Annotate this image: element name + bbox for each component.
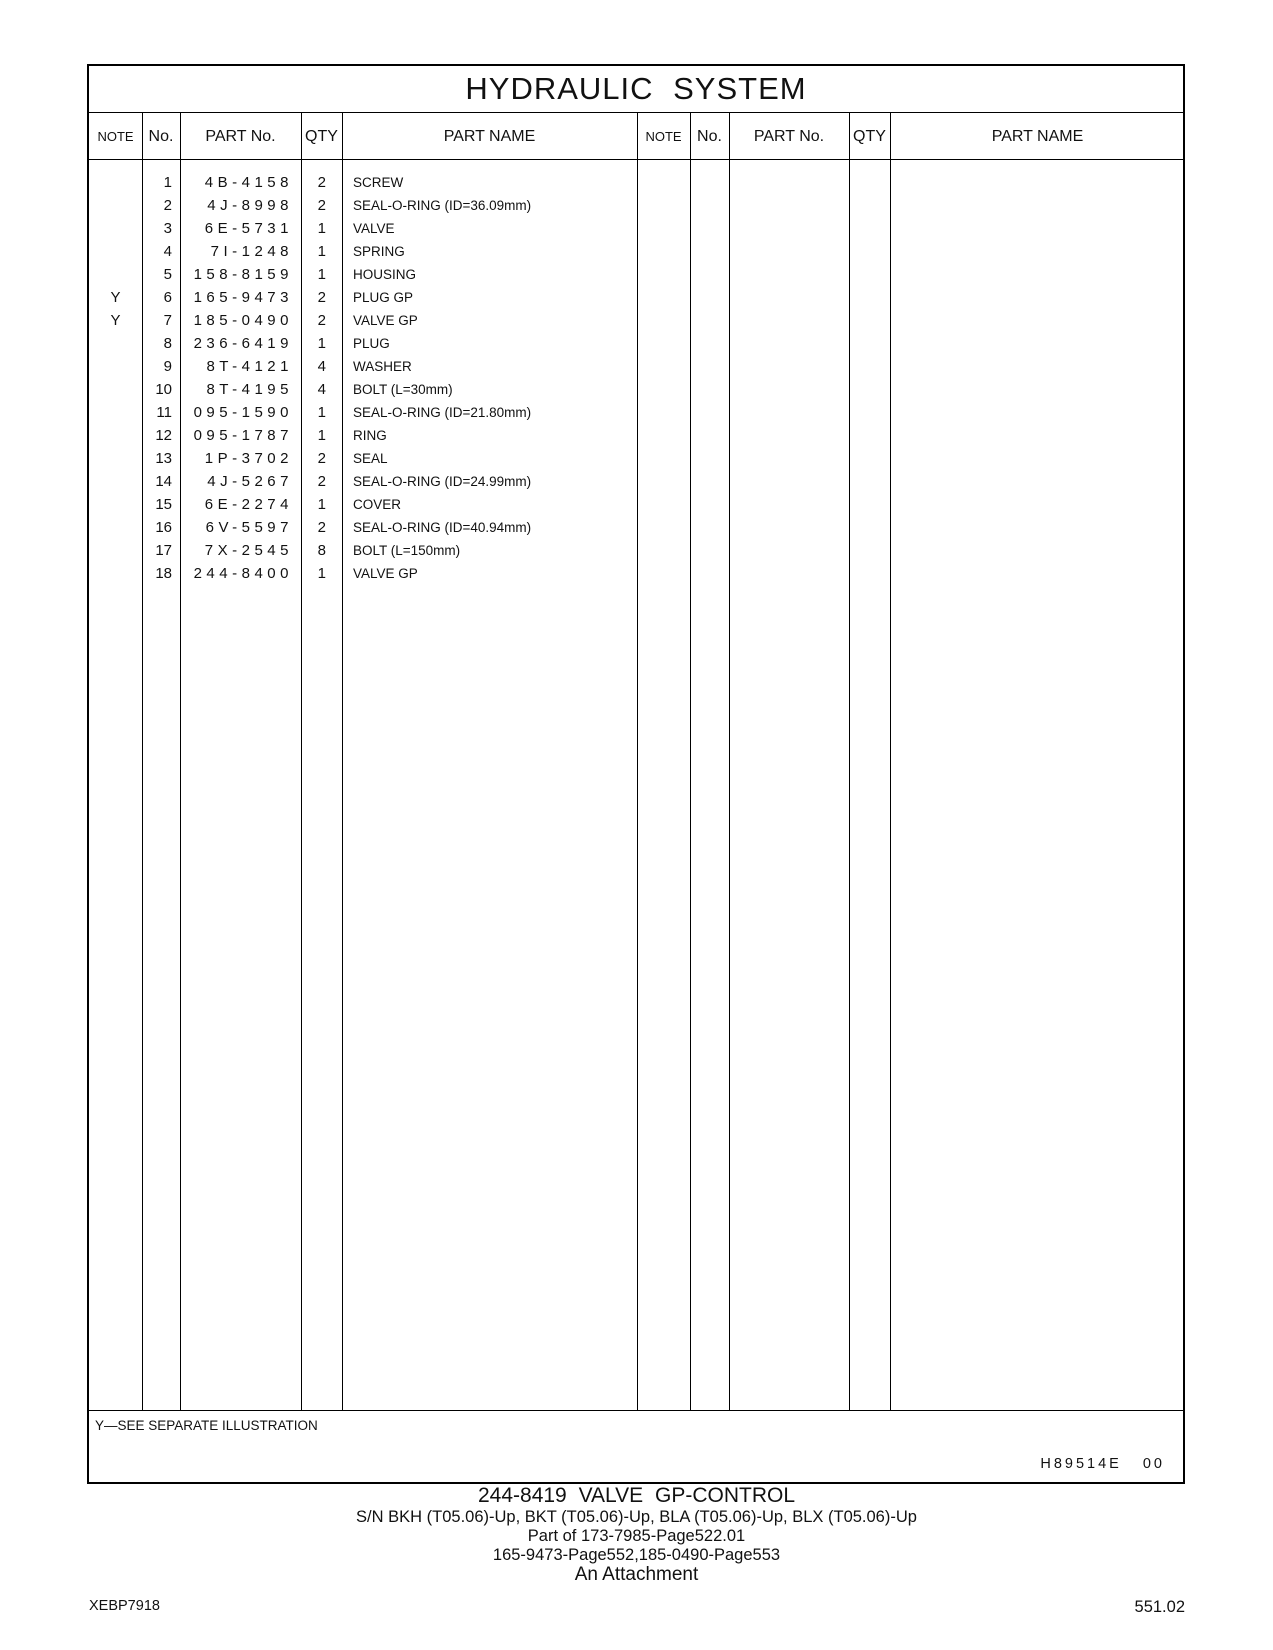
serial-range: S/N BKH (T05.06)-Up, BKT (T05.06)-Up, BLA (T05.06)-Up, BLX (T05.06)-Up <box>356 1508 917 1526</box>
part-number: 095-1787 <box>193 427 293 444</box>
item-number: 5 <box>163 266 172 283</box>
part-number: 158-8159 <box>193 266 293 283</box>
column-rule <box>690 113 691 1411</box>
item-number: 13 <box>155 450 172 467</box>
part-name: SEAL <box>353 451 388 466</box>
table-bottom-divider <box>89 1410 1183 1411</box>
quantity: 1 <box>317 243 326 260</box>
table-row <box>89 424 639 447</box>
part-name: SEAL-O-RING (ID=40.94mm) <box>353 520 532 535</box>
item-number: 12 <box>155 427 172 444</box>
table-row <box>89 263 639 286</box>
part-name: COVER <box>353 497 402 512</box>
part-number: 6V-5597 <box>205 519 293 536</box>
part-name: PLUG <box>353 336 390 351</box>
part-name: RING <box>353 428 387 443</box>
table-row <box>89 539 639 562</box>
table-row <box>89 470 639 493</box>
header-part-no: PART No. <box>205 128 276 145</box>
table-row <box>89 401 639 424</box>
part-number: 4J-8998 <box>207 197 293 214</box>
part-name: VALVE GP <box>353 566 418 581</box>
part-number: 185-0490 <box>193 312 293 329</box>
part-number: 236-6419 <box>193 335 293 352</box>
quantity: 1 <box>317 404 326 421</box>
part-number: 7X-2545 <box>204 542 293 559</box>
quantity: 2 <box>317 197 326 214</box>
table-row <box>89 332 639 355</box>
quantity: 4 <box>317 358 326 375</box>
item-number: 17 <box>155 542 172 559</box>
part-number: 7I-1248 <box>210 243 293 260</box>
quantity: 2 <box>317 289 326 306</box>
quantity: 1 <box>317 220 326 237</box>
part-name: WASHER <box>353 359 412 374</box>
note-cell: Y <box>110 312 121 329</box>
attachment-label: An Attachment <box>574 1564 699 1585</box>
quantity: 4 <box>317 381 326 398</box>
item-number: 11 <box>156 404 172 421</box>
part-name: SCREW <box>353 175 404 190</box>
part-number: 4J-5267 <box>207 473 293 490</box>
part-name: PLUG GP <box>353 290 414 305</box>
header-no: No. <box>148 128 174 145</box>
quantity: 2 <box>317 519 326 536</box>
part-name: VALVE <box>353 221 395 236</box>
quantity: 1 <box>317 266 326 283</box>
part-number: 1P-3702 <box>204 450 293 467</box>
quantity: 1 <box>317 427 326 444</box>
table-row <box>89 447 639 470</box>
item-number: 8 <box>163 335 172 352</box>
item-number: 9 <box>163 358 172 375</box>
table-row <box>89 562 639 585</box>
part-number: 165-9473 <box>193 289 293 306</box>
quantity: 1 <box>317 496 326 513</box>
column-rule <box>849 113 850 1411</box>
item-number: 10 <box>155 381 172 398</box>
quantity: 1 <box>317 565 326 582</box>
publication-number: XEBP7918 <box>89 1598 160 1614</box>
table-row <box>89 240 639 263</box>
item-number: 3 <box>163 220 172 237</box>
page-references: 165-9473-Page552,185-0490-Page553 <box>492 1546 781 1564</box>
part-name: VALVE GP <box>353 313 418 328</box>
item-number: 4 <box>163 243 172 260</box>
item-number: 18 <box>155 565 172 582</box>
table-row <box>89 171 639 194</box>
item-number: 16 <box>155 519 172 536</box>
part-number: 8T-4121 <box>206 358 293 375</box>
part-number: 6E-5731 <box>204 220 293 237</box>
part-name: HOUSING <box>353 267 417 282</box>
item-number: 7 <box>163 312 172 329</box>
table-row <box>89 378 639 401</box>
part-number: 8T-4195 <box>206 381 293 398</box>
quantity: 8 <box>317 542 326 559</box>
part-of-reference: Part of 173-7985-Page522.01 <box>527 1527 746 1545</box>
part-name: BOLT (L=150mm) <box>353 543 461 558</box>
header-note: NOTE <box>97 129 134 144</box>
header-qty: QTY <box>305 128 338 145</box>
table-row <box>89 217 639 240</box>
part-name: SEAL-O-RING (ID=24.99mm) <box>353 474 532 489</box>
item-number: 15 <box>155 496 172 513</box>
quantity: 2 <box>317 450 326 467</box>
quantity: 2 <box>317 174 326 191</box>
column-rule <box>729 113 730 1411</box>
part-number: 244-8400 <box>193 565 293 582</box>
item-number: 1 <box>163 174 172 191</box>
part-number: 095-1590 <box>193 404 293 421</box>
header-no-right: No. <box>697 128 722 145</box>
part-name: SEAL-O-RING (ID=21.80mm) <box>353 405 532 420</box>
table-row <box>89 194 639 217</box>
item-number: 14 <box>155 473 172 490</box>
parts-list-sheet <box>87 64 1185 1484</box>
table-row <box>89 493 639 516</box>
part-name: BOLT (L=30mm) <box>353 382 453 397</box>
header-qty-right: QTY <box>853 128 886 145</box>
item-number: 2 <box>163 197 172 214</box>
part-number: 4B-4158 <box>204 174 293 191</box>
quantity: 2 <box>317 473 326 490</box>
part-name: SPRING <box>353 244 405 259</box>
header-note-right: NOTE <box>645 129 682 144</box>
part-name: SEAL-O-RING (ID=36.09mm) <box>353 198 532 213</box>
header-part-name-right: PART NAME <box>991 128 1084 145</box>
page-number: 551.02 <box>1134 1598 1185 1616</box>
column-rule <box>890 113 891 1411</box>
page-title: HYDRAULIC SYSTEM <box>89 66 1183 113</box>
part-number: 6E-2274 <box>204 496 293 513</box>
header-part-name: PART NAME <box>443 128 536 145</box>
footnote: Y—SEE SEPARATE ILLUSTRATION <box>95 1418 318 1433</box>
table-row <box>89 516 639 539</box>
quantity: 1 <box>317 335 326 352</box>
assembly-caption: 244-8419 VALVE GP-CONTROL <box>477 1484 795 1507</box>
table-row <box>89 286 639 309</box>
quantity: 2 <box>317 312 326 329</box>
parts-table-body <box>89 171 639 585</box>
header-part-no-right: PART No. <box>753 128 825 145</box>
item-number: 6 <box>163 289 172 306</box>
table-row <box>89 355 639 378</box>
table-row <box>89 309 639 332</box>
note-cell: Y <box>110 289 121 306</box>
drawing-code: H89514E 00 <box>1040 1456 1165 1472</box>
